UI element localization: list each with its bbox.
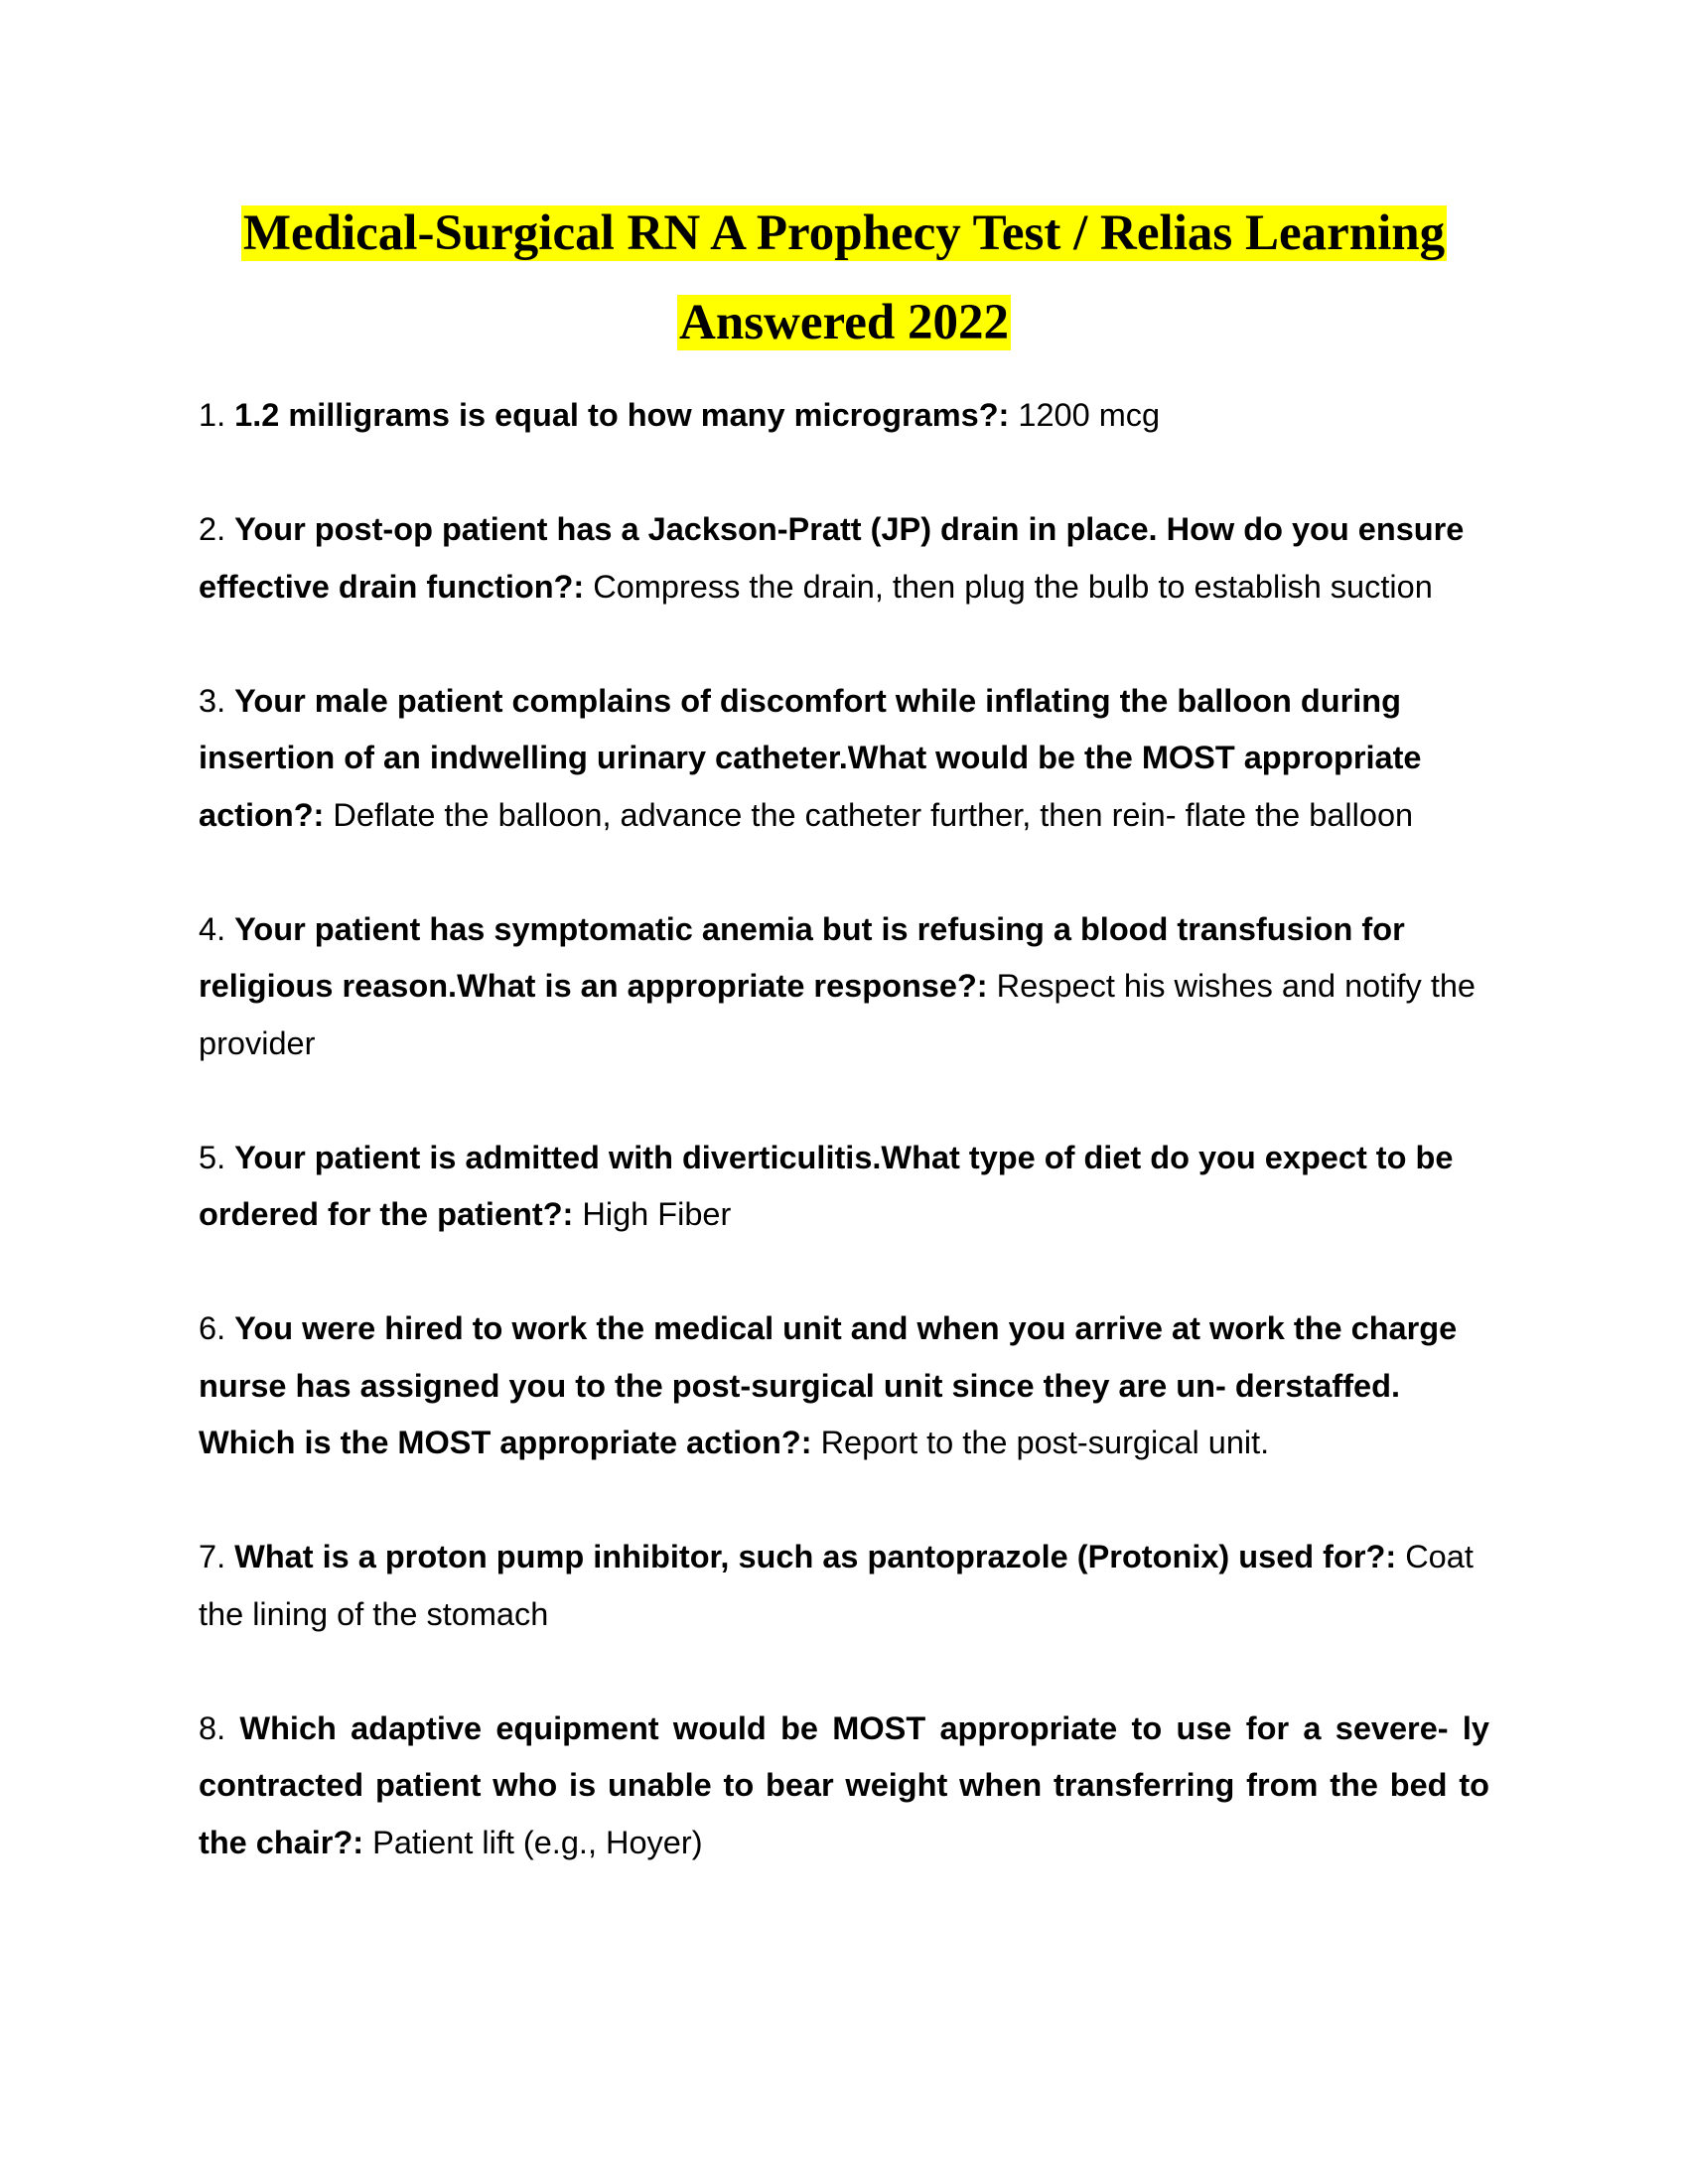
qa-item-3: [199, 673, 1489, 845]
answer-text: 1200 mcg: [1018, 397, 1161, 433]
answer-text: Patient lift (e.g., Hoyer): [372, 1824, 703, 1860]
question-text: What is a proton pump inhibitor, such as pantoprazole (Protonix) used for?:: [234, 1539, 1397, 1574]
qa-item-6: [199, 1300, 1489, 1472]
answer-text: Compress the drain, then plug the bulb to establish suction: [593, 568, 1433, 605]
qa-item-2: [199, 501, 1489, 615]
answer-text: High Fiber: [582, 1196, 732, 1232]
question-text: 1.2 milligrams is equal to how many micrograms?:: [234, 397, 1010, 433]
qa-item-4: [199, 901, 1489, 1073]
question-text: Which adaptive equipment would be MOST appropriate to use for a severe- ly contracted patient who is unable to bear weight when transferring from the bed to the chair?:: [199, 1709, 1489, 1860]
qa-item-7: [199, 1529, 1489, 1643]
item-number: 6.: [199, 1310, 226, 1346]
question-text: Your post-op patient has a Jackson-Pratt (JP) drain in place. How do you ensure effective drain function?:: [199, 511, 1465, 605]
question-text: Your patient is admitted with diverticulitis.What type of diet do you expect to be ordered for the patient?:: [199, 1139, 1454, 1232]
question-text: Your patient has symptomatic anemia but is refusing a blood transfusion for religious reason.What is an appropriate response?:: [199, 910, 1405, 1004]
answer-text: Respect his wishes and notify the provider: [199, 968, 1476, 1061]
qa-item-5: [199, 1130, 1489, 1244]
document-title: [199, 189, 1489, 367]
question-text: You were hired to work the medical unit and when you arrive at work the charge nurse has assigned you to the post-surgical unit since they are un- derstaffed. Which is the MOST appropriate action?:: [199, 1310, 1458, 1460]
document-page: [199, 189, 1489, 1929]
answer-text: Report to the post-surgical unit.: [820, 1425, 1270, 1460]
title-text-2: Answered 2022: [679, 295, 1009, 350]
item-number: 4.: [199, 910, 226, 947]
item-number: 1.: [199, 397, 226, 433]
item-number: 7.: [199, 1539, 226, 1574]
title-line-1: [199, 189, 1489, 278]
title-line-2: [199, 278, 1489, 367]
item-number: 5.: [199, 1139, 226, 1175]
question-text: Your male patient complains of discomfort while inflating the balloon during insertion of an indwelling urinary catheter.What would be the MOST appropriate action?:: [199, 682, 1422, 833]
qa-item-8: [199, 1701, 1489, 1872]
answer-text: Deflate the balloon, advance the catheter further, then rein- flate the balloon: [333, 796, 1414, 833]
item-number: 3.: [199, 682, 226, 719]
qa-item-1: [199, 387, 1489, 445]
answer-text: Coat the lining of the stomach: [199, 1539, 1474, 1632]
item-number: 2.: [199, 511, 226, 547]
title-text-1: Medical-Surgical RN A Prophecy Test / Relias Learning: [242, 205, 1446, 261]
item-number: 8.: [199, 1709, 226, 1746]
